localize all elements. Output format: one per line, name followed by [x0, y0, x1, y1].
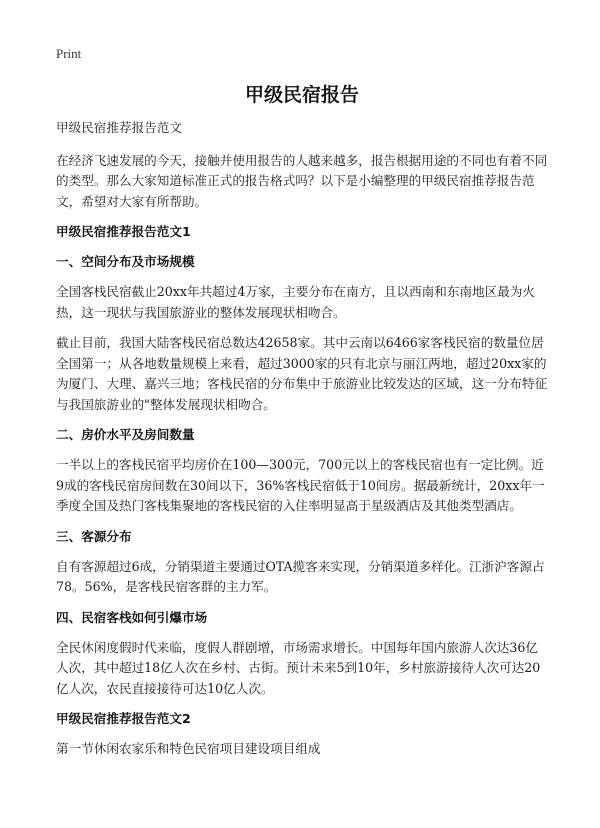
- document-title: 甲级民宿报告: [244, 84, 359, 106]
- paragraph-5: 全民休闲度假时代来临，度假人群剧增，市场需求增长。中国每年国内旅游人次达36亿人次，其中超过18亿人次在乡村、古街。预计未来5到10年，乡村旅游接待人次可达20亿人次，农民直接接待可达10亿人次。: [56, 639, 541, 696]
- heading-guest-source: 三、客源分布: [56, 528, 132, 544]
- section-title-2: 甲级民宿推荐报告范文2: [56, 711, 191, 726]
- document-subtitle: 甲级民宿推荐报告范文: [56, 120, 182, 135]
- section-title-1: 甲级民宿推荐报告范文1: [56, 224, 191, 239]
- intro-paragraph: 在经济飞速发展的今天，接触并使用报告的人越来越多，报告根据用途的不同也有着不同的类型。那么大家知道标准正式的报告格式吗？以下是小编整理的甲级民宿推荐报告范文，希望对大家有所帮助。: [56, 152, 548, 209]
- paragraph-1: 全国客栈民宿截止20xx年共超过4万家，主要分布在南方，且以西南和东南地区最为火热，这一现状与我国旅游业的整体发展现状相吻合。: [56, 284, 536, 320]
- paragraph-4: 自有客源超过6成，分销渠道主要通过OTA揽客来实现，分销渠道多样化。江浙沪客源占78。56%，是客栈民宿客群的主力军。: [56, 558, 545, 594]
- paragraph-3: 一半以上的客栈民宿平均房价在100—300元，700元以上的客栈民宿也有一定比例。近9成的客栈民宿房间数在30间以下，36%客栈民宿低于10间房。据最新统计，20xx年一季度全国及热门客栈集聚地的客栈民宿的入住率明显高于星级酒店及其他类型酒店。: [56, 457, 545, 513]
- paragraph-2: 截止目前，我国大陆客栈民宿总数达42658家。其中云南以6466家客栈民宿的数量位居全国第一；从各地数量规模上来看，超过3000家的只有北京与丽江两地，超过20xx家的为厦门、大理、嘉兴三地；客栈民宿的分布集中于旅游业比较发达的区域，这一分布特征与我国旅游业的"整体发展现状相吻合。: [56, 335, 548, 412]
- heading-room-price: 二、房价水平及房间数量: [56, 427, 195, 442]
- print-link[interactable]: Print: [56, 46, 82, 61]
- heading-spatial-distribution: 一、空间分布及市场规模: [56, 254, 195, 269]
- document-body: [56, 118, 548, 770]
- paragraph-6: 第一节休闲农家乐和特色民宿项目建设项目组成: [56, 741, 321, 756]
- heading-market: 四、民宿客栈如何引爆市场: [56, 609, 208, 625]
